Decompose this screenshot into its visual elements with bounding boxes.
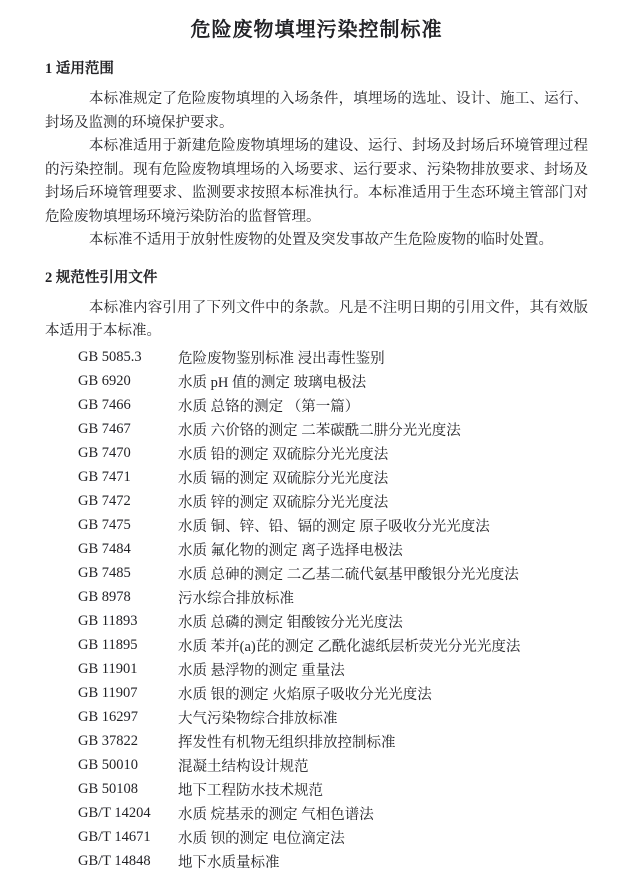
scope-paragraph-3: 本标准不适用于放射性废物的处置及突发事故产生危险废物的临时处置。 bbox=[89, 232, 553, 248]
reference-row bbox=[45, 850, 588, 874]
reference-code: GB 50010 bbox=[78, 757, 139, 773]
reference-code: GB 7466 bbox=[78, 397, 131, 413]
reference-title: 水质 钡的测定 电位滴定法 bbox=[178, 831, 345, 847]
reference-row bbox=[45, 418, 588, 442]
reference-code: GB 7472 bbox=[78, 493, 131, 509]
reference-row bbox=[45, 370, 588, 394]
reference-title: 水质 镉的测定 双硫腙分光光度法 bbox=[178, 471, 389, 487]
reference-title: 污水综合排放标准 bbox=[178, 591, 294, 607]
reference-title: 水质 铜、锌、铅、镉的测定 原子吸收分光光度法 bbox=[178, 519, 490, 535]
reference-title: 水质 六价铬的测定 二苯碳酰二肼分光光度法 bbox=[178, 423, 461, 439]
scope-paragraph-1: 本标准规定了危险废物填埋的入场条件，填埋场的选址、设计、施工、运行、封场及监测的环境保护要求。 bbox=[45, 91, 588, 131]
document-title: 危险废物填埋污染控制标准 bbox=[190, 19, 443, 41]
reference-code: GB/T 14848 bbox=[78, 853, 151, 869]
reference-row bbox=[45, 610, 588, 634]
reference-row bbox=[45, 490, 588, 514]
reference-code: GB 5085.3 bbox=[78, 349, 142, 365]
reference-row bbox=[45, 658, 588, 682]
reference-title: 地下水质量标准 bbox=[178, 855, 280, 871]
reference-code: GB 11907 bbox=[78, 685, 138, 701]
reference-row bbox=[45, 466, 588, 490]
reference-code: GB 11895 bbox=[78, 637, 138, 653]
reference-row bbox=[45, 586, 588, 610]
reference-row bbox=[45, 538, 588, 562]
reference-title: 水质 铅的测定 双硫腙分光光度法 bbox=[178, 447, 389, 463]
reference-title: 水质 pH 值的测定 玻璃电极法 bbox=[178, 375, 367, 391]
reference-code: GB 6920 bbox=[78, 373, 131, 389]
reference-title: 水质 总铬的测定 （第一篇） bbox=[178, 399, 360, 415]
reference-row bbox=[45, 634, 588, 658]
reference-code: GB 7484 bbox=[78, 541, 131, 557]
reference-code: GB 11893 bbox=[78, 613, 138, 629]
reference-row bbox=[45, 394, 588, 418]
reference-row bbox=[45, 346, 588, 370]
section-normative-references bbox=[45, 269, 588, 874]
reference-code: GB/T 14204 bbox=[78, 805, 151, 821]
reference-title: 混凝土结构设计规范 bbox=[178, 759, 309, 775]
reference-code: GB/T 14671 bbox=[78, 829, 151, 845]
reference-code: GB 7475 bbox=[78, 517, 131, 533]
reference-title: 水质 银的测定 火焰原子吸收分光光度法 bbox=[178, 687, 432, 703]
references-list bbox=[45, 346, 588, 874]
reference-code: GB 7485 bbox=[78, 565, 131, 581]
reference-title: 水质 总磷的测定 钼酸铵分光光度法 bbox=[178, 615, 403, 631]
reference-title: 大气污染物综合排放标准 bbox=[178, 711, 338, 727]
reference-title: 挥发性有机物无组织排放控制标准 bbox=[178, 735, 396, 751]
reference-code: GB 11901 bbox=[78, 661, 138, 677]
reference-row bbox=[45, 682, 588, 706]
reference-code: GB 50108 bbox=[78, 781, 139, 797]
reference-title: 水质 烷基汞的测定 气相色谱法 bbox=[178, 807, 374, 823]
reference-title: 危险废物鉴别标准 浸出毒性鉴别 bbox=[178, 351, 385, 367]
reference-row bbox=[45, 754, 588, 778]
scope-paragraph-2: 本标准适用于新建危险废物填埋场的建设、运行、封场及封场后环境管理过程的污染控制。现有危险废物填埋场的入场要求、运行要求、污染物排放要求、封场及封场后环境管理要求、监测要求按照本标准执行。本标准适用于生态环境主管部门对危险废物填埋场环境污染防治的监督管理。 bbox=[45, 138, 588, 225]
references-intro-paragraph: 本标准内容引用了下列文件中的条款。凡是不注明日期的引用文件，其有效版本适用于本标准。 bbox=[45, 299, 588, 339]
reference-row bbox=[45, 802, 588, 826]
reference-code: GB 8978 bbox=[78, 589, 131, 605]
reference-code: GB 16297 bbox=[78, 709, 139, 725]
reference-code: GB 7471 bbox=[78, 469, 131, 485]
section-scope-heading: 1 适用范围 bbox=[45, 61, 114, 77]
reference-title: 水质 氟化物的测定 离子选择电极法 bbox=[178, 543, 403, 559]
reference-code: GB 7470 bbox=[78, 445, 131, 461]
reference-code: GB 7467 bbox=[78, 421, 131, 437]
reference-title: 水质 苯并(a)芘的测定 乙酰化滤纸层析荧光分光光度法 bbox=[178, 639, 521, 655]
reference-code: GB 37822 bbox=[78, 733, 139, 749]
reference-title: 水质 锌的测定 双硫腙分光光度法 bbox=[178, 495, 389, 511]
reference-row bbox=[45, 706, 588, 730]
section-references-heading: 2 规范性引用文件 bbox=[45, 269, 158, 286]
reference-row bbox=[45, 826, 588, 850]
reference-title: 水质 悬浮物的测定 重量法 bbox=[178, 663, 345, 679]
reference-row bbox=[45, 730, 588, 754]
reference-row bbox=[45, 442, 588, 466]
reference-title: 水质 总砷的测定 二乙基二硫代氨基甲酸银分光光度法 bbox=[178, 567, 519, 583]
reference-title: 地下工程防水技术规范 bbox=[178, 783, 323, 799]
reference-row bbox=[45, 562, 588, 586]
section-scope bbox=[45, 60, 588, 253]
reference-row bbox=[45, 514, 588, 538]
reference-row bbox=[45, 778, 588, 802]
